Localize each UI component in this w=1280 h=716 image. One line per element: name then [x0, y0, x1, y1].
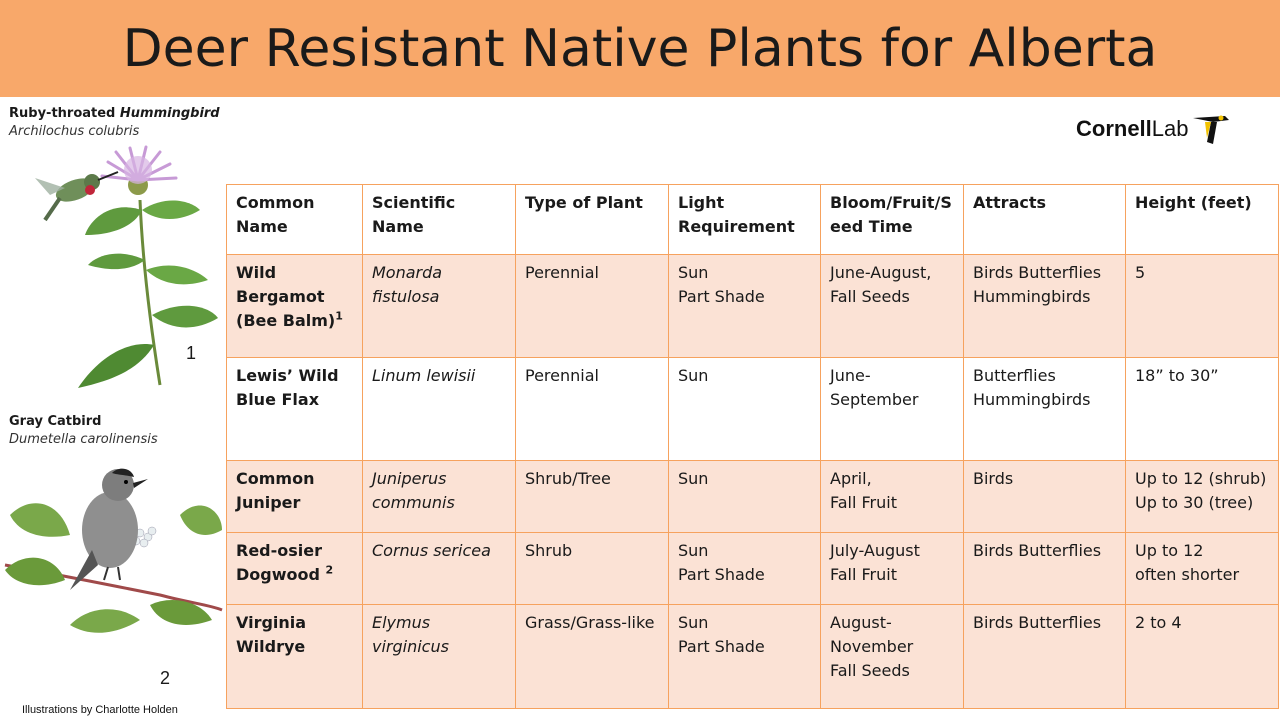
cornell-lab-logo[interactable]	[1076, 112, 1231, 146]
table-row	[227, 461, 1279, 533]
illustration-credit: Illustrations by Charlotte Holden	[22, 704, 178, 716]
cell-height: Up to 12 often shorter	[1126, 533, 1279, 605]
cell-bloom: June- September	[821, 358, 964, 461]
figure-number-1: 1	[186, 343, 197, 363]
catbird-caption	[9, 413, 158, 449]
cell-scientific-name: Juniperus communis	[363, 461, 516, 533]
hummingbird-common-name-italic: Hummingbird	[119, 106, 220, 121]
cell-light: Sun	[669, 358, 821, 461]
cell-light: Sun Part Shade	[669, 255, 821, 358]
cell-attracts: Birds Butterflies	[964, 605, 1126, 709]
cell-height: 2 to 4	[1126, 605, 1279, 709]
cell-type: Perennial	[516, 255, 669, 358]
title-banner	[0, 0, 1280, 97]
table-row	[227, 533, 1279, 605]
table-row	[227, 605, 1279, 709]
cornell-lab-bird-logo-icon	[1191, 112, 1231, 146]
catbird-scientific-name: Dumetella carolinensis	[9, 432, 158, 447]
header-scientific-name: Scientific Name	[363, 185, 516, 255]
cell-type: Grass/Grass-like	[516, 605, 669, 709]
cell-common-name: Lewis’ Wild Blue Flax	[227, 358, 363, 461]
cell-light: Sun Part Shade	[669, 605, 821, 709]
cell-height: 18” to 30”	[1126, 358, 1279, 461]
logo-text-bold: Cornell	[1076, 116, 1152, 141]
header-height: Height (feet)	[1126, 185, 1279, 255]
cell-bloom: June-August, Fall Seeds	[821, 255, 964, 358]
catbird-common-name: Gray Catbird	[9, 414, 102, 429]
cell-scientific-name: Elymus virginicus	[363, 605, 516, 709]
gray-catbird-dogwood-illustration	[0, 455, 225, 640]
table-header-row	[227, 185, 1279, 255]
hummingbird-scientific-name: Archilochus colubris	[9, 124, 140, 139]
cell-common-name: Wild Bergamot (Bee Balm)$^1$	[227, 255, 363, 358]
header-bloom-time: Bloom/Fruit/S eed Time	[821, 185, 964, 255]
cell-attracts: Birds Butterflies Hummingbirds	[964, 255, 1126, 358]
header-type-of-plant: Type of Plant	[516, 185, 669, 255]
figure-number-2: 2	[160, 668, 171, 688]
cell-common-name: Virginia Wildrye	[227, 605, 363, 709]
cell-common-name: Red-osier Dogwood $^2$	[227, 533, 363, 605]
cell-attracts: Butterflies Hummingbirds	[964, 358, 1126, 461]
cell-common-name: Common Juniper	[227, 461, 363, 533]
table-row	[227, 358, 1279, 461]
cell-height: Up to 12 (shrub) Up to 30 (tree)	[1126, 461, 1279, 533]
cell-scientific-name: Cornus sericea	[363, 533, 516, 605]
header-attracts: Attracts	[964, 185, 1126, 255]
cell-scientific-name: Monarda fistulosa	[363, 255, 516, 358]
cell-bloom: April, Fall Fruit	[821, 461, 964, 533]
hummingbird-caption	[9, 105, 220, 141]
cell-type: Perennial	[516, 358, 669, 461]
logo-text-light: Lab	[1151, 116, 1189, 141]
cell-type: Shrub	[516, 533, 669, 605]
cell-bloom: July-August Fall Fruit	[821, 533, 964, 605]
hummingbird-common-name: Ruby-throated	[9, 106, 120, 121]
header-light-requirement: Light Requirement	[669, 185, 821, 255]
plants-table	[226, 184, 1279, 709]
table-row	[227, 255, 1279, 358]
cell-bloom: August- November Fall Seeds	[821, 605, 964, 709]
cell-attracts: Birds Butterflies	[964, 533, 1126, 605]
page-title: Deer Resistant Native Plants for Alberta	[122, 18, 1158, 79]
cell-light: Sun Part Shade	[669, 533, 821, 605]
cell-height: 5	[1126, 255, 1279, 358]
header-common-name: Common Name	[227, 185, 363, 255]
cell-type: Shrub/Tree	[516, 461, 669, 533]
cell-light: Sun	[669, 461, 821, 533]
cell-scientific-name: Linum lewisii	[363, 358, 516, 461]
cell-attracts: Birds	[964, 461, 1126, 533]
